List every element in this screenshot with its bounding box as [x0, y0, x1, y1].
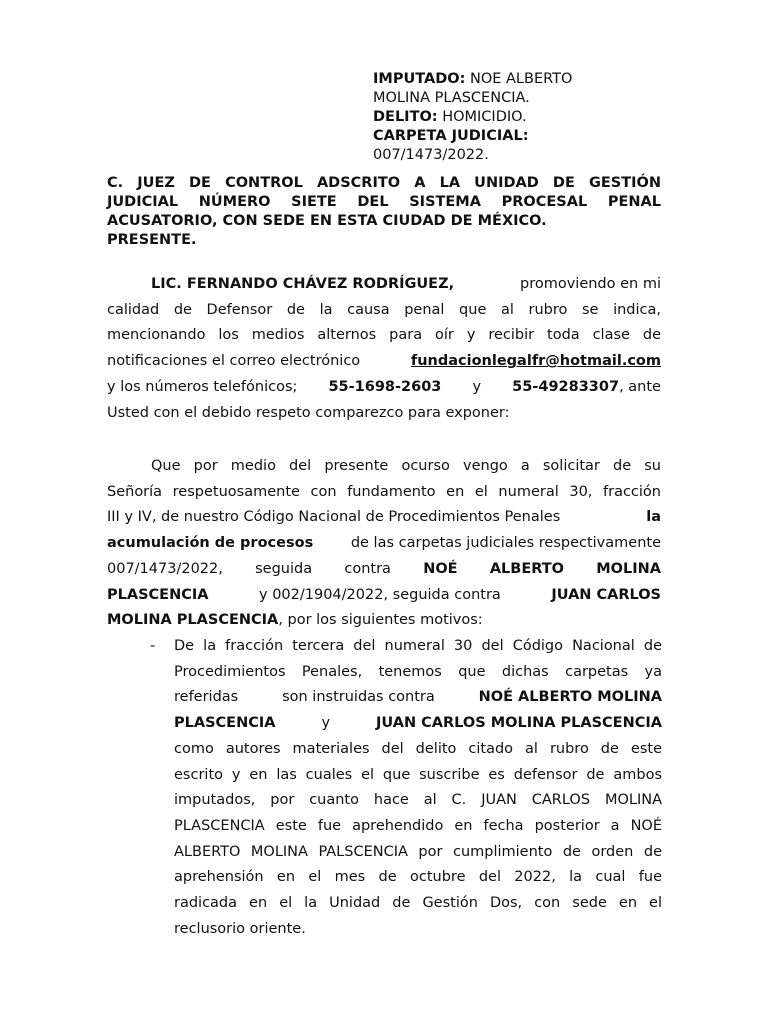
request-line-7-rest: , por los siguientes motivos:	[278, 612, 483, 629]
bullet-line-4-bold-2: JUAN CARLOS MOLINA PLASCENCIA	[376, 715, 662, 732]
intro-line-5-pre: y los números telefónicos;	[107, 378, 298, 395]
email-link[interactable]: fundacionlegalfr@hotmail.com	[410, 353, 661, 370]
request-line-5-c: contra	[344, 560, 391, 577]
bullet-line-9: ALBERTO MOLINA PALSCENCIA por cumplimiento de orden de	[174, 843, 662, 860]
request-line-3-bold: la	[646, 509, 661, 526]
request-line-3	[107, 505, 661, 531]
delito-line	[373, 108, 673, 127]
request-line-5-b: seguida	[255, 560, 313, 577]
bullet-line-2: Procedimientos Penales, tenemos que dichas carpetas ya	[174, 663, 662, 680]
bullet-line-3-b: son instruidas contra	[282, 689, 435, 706]
bullet-line-4-mid: y	[321, 715, 331, 732]
bullet-line-3-bold: NOÉ ALBERTO MOLINA	[478, 689, 662, 706]
request-line-5-f: MOLINA	[596, 560, 661, 577]
intro-line-4-pre: notificaciones el correo electrónico	[107, 353, 361, 370]
intro-line-1-rest: promoviendo en mi	[520, 276, 661, 292]
bullet-line-11: radicada en el la Unidad de Gestión Dos, con sede en el	[174, 895, 662, 912]
bullet-text	[174, 634, 662, 942]
bullet-line-1: De la fracción tercera del numeral 30 del Código Nacional de	[174, 638, 662, 654]
addressee	[107, 174, 661, 250]
addressee-line-1: C. JUEZ DE CONTROL ADSCRITO A LA UNIDAD DE GESTIÓN	[107, 175, 661, 191]
intro-line-6: Usted con el debido respeto comparezco para exponer:	[107, 404, 510, 421]
bullet-dash: -	[150, 638, 156, 654]
request-line-5-a: 007/1473/2022,	[107, 560, 223, 577]
case-caption	[373, 70, 673, 165]
phone-2-group	[512, 375, 661, 401]
intro-line-5	[107, 375, 661, 401]
phone-1: 55-1698-2603	[328, 378, 442, 395]
request-line-4-bold: acumulación de procesos	[107, 535, 314, 552]
imputado-value-cont: MOLINA PLASCENCIA.	[373, 90, 530, 106]
lawyer-name: LIC. FERNANDO CHÁVEZ RODRÍGUEZ,	[151, 276, 455, 292]
request-line-7-bold: MOLINA PLASCENCIA	[107, 612, 279, 629]
delito-value: HOMICIDIO.	[442, 109, 527, 125]
bullet-line-4-bold-1: PLASCENCIA	[174, 715, 276, 732]
intro-paragraph	[107, 272, 661, 426]
request-line-6-bold-1: PLASCENCIA	[107, 586, 209, 603]
carpeta-value: 007/1473/2022.	[373, 147, 489, 163]
request-line-5-d: NOÉ	[423, 560, 458, 577]
bullet-line-12: reclusorio oriente.	[174, 920, 306, 937]
bullet-line-4	[174, 711, 662, 737]
imputado-value: NOE ALBERTO	[469, 71, 573, 87]
request-line-3-pre: III y IV, de nuestro Código Nacional de Procedimientos Penales	[107, 509, 561, 526]
request-line-5-e: ALBERTO	[489, 560, 564, 577]
request-line-4-rest: de las carpetas judiciales respectivamente	[350, 535, 661, 552]
intro-line-3: mencionando los medios alternos para oír y recibir toda clase de	[107, 327, 661, 344]
request-line-2: Señoría respetuosamente con fundamento en el numeral 30, fracción	[107, 483, 661, 500]
imputado-line	[373, 70, 673, 89]
intro-line-4	[107, 349, 661, 375]
delito-label: DELITO:	[373, 109, 438, 125]
request-line-7	[107, 608, 661, 634]
bullet-line-10: aprehensión en el mes de octubre del 2022, la cual fue	[174, 869, 662, 886]
bullet-line-3-a: referidas	[174, 689, 239, 706]
request-line-6	[107, 583, 661, 609]
request-line-5	[107, 557, 661, 583]
bullet-line-5: como autores materiales del delito citado al rubro de este	[174, 740, 662, 757]
phone-2: 55-49283307	[512, 378, 620, 395]
bullet-line-3	[174, 685, 662, 711]
bullet-line-8: PLASCENCIA este fue aprehendido en fecha posterior a NOÉ	[174, 817, 662, 834]
request-line-6-bold-2: JUAN CARLOS	[551, 586, 661, 603]
request-line-6-mid: y 002/1904/2022, seguida contra	[259, 586, 501, 603]
request-line-1: Que por medio del presente ocurso vengo a solicitar de su	[151, 458, 661, 474]
bullet-line-6: escrito y en las cuales el que suscribe es defensor de ambos	[174, 766, 662, 783]
carpeta-label: CARPETA JUDICIAL:	[373, 128, 529, 144]
intro-line-1	[107, 272, 661, 298]
addressee-line-4: PRESENTE.	[107, 232, 197, 248]
intro-line-2: calidad de Defensor de la causa penal que al rubro se indica,	[107, 301, 661, 318]
addressee-line-2: JUDICIAL NÚMERO SIETE DEL SISTEMA PROCESAL PENAL	[107, 194, 661, 210]
imputado-label: IMPUTADO:	[373, 71, 466, 87]
addressee-line-3: ACUSATORIO, CON SEDE EN ESTA CIUDAD DE MÉXICO.	[107, 213, 547, 229]
request-line-4	[107, 531, 661, 557]
intro-line-5-post: , ante	[619, 378, 661, 395]
request-paragraph	[107, 454, 661, 634]
intro-line-5-mid: y	[472, 378, 482, 395]
bullet-line-7: imputados, por cuanto hace al C. JUAN CARLOS MOLINA	[174, 792, 662, 809]
